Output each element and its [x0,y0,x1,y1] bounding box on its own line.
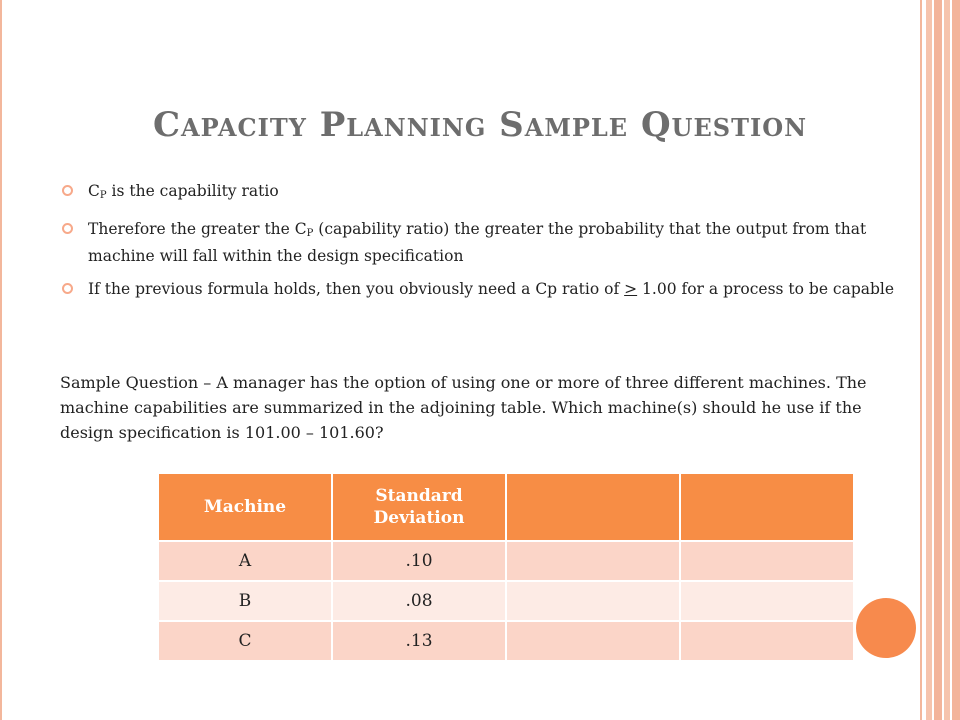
header-cell [680,474,854,541]
table-row [159,541,854,581]
bullet-item [60,218,900,267]
header-cell: Standard Deviation [332,474,506,541]
slide-title: Capacity Planning Sample Question [152,105,808,145]
bullet-item [60,278,900,300]
table-cell [506,581,680,621]
table-header-row [159,474,854,541]
table-row [159,621,854,660]
bullet-text: $C_P$ is the capability ratio [88,182,279,201]
table-cell [680,581,854,621]
bullet-icon [62,283,73,294]
bullet-list [60,180,900,311]
table-cell [680,621,854,660]
bullet-text: If the previous formula holds, then you obviously need a Cp ratio of > 1.00 for a process to be capable [88,280,895,298]
table-cell: A [159,541,332,581]
sample-question: Sample Question – A manager has the option of using one or more of three different machines. The machine capabilities are summarized in the adjoining table. Which machine(s) should he use if the design specification is 101.00 – 101.60? [60,373,867,442]
bullet-icon [62,185,73,196]
table-row [159,581,854,621]
table-cell [506,541,680,581]
table-cell: C [159,621,332,660]
bullet-text: Therefore the greater the $C_P$ (capability ratio) the greater the probability that the output from that machine will fall within the design specification [88,220,867,265]
table-cell: .10 [332,541,506,581]
bullet-item [60,180,900,207]
table-cell: .13 [332,621,506,660]
decor-circle [856,598,916,658]
table-cell: .08 [332,581,506,621]
table-cell [680,541,854,581]
machine-table [159,474,855,660]
header-cell [506,474,680,541]
table-cell [506,621,680,660]
table-cell: B [159,581,332,621]
header-cell: Machine [159,474,332,541]
bullet-icon [62,223,73,234]
